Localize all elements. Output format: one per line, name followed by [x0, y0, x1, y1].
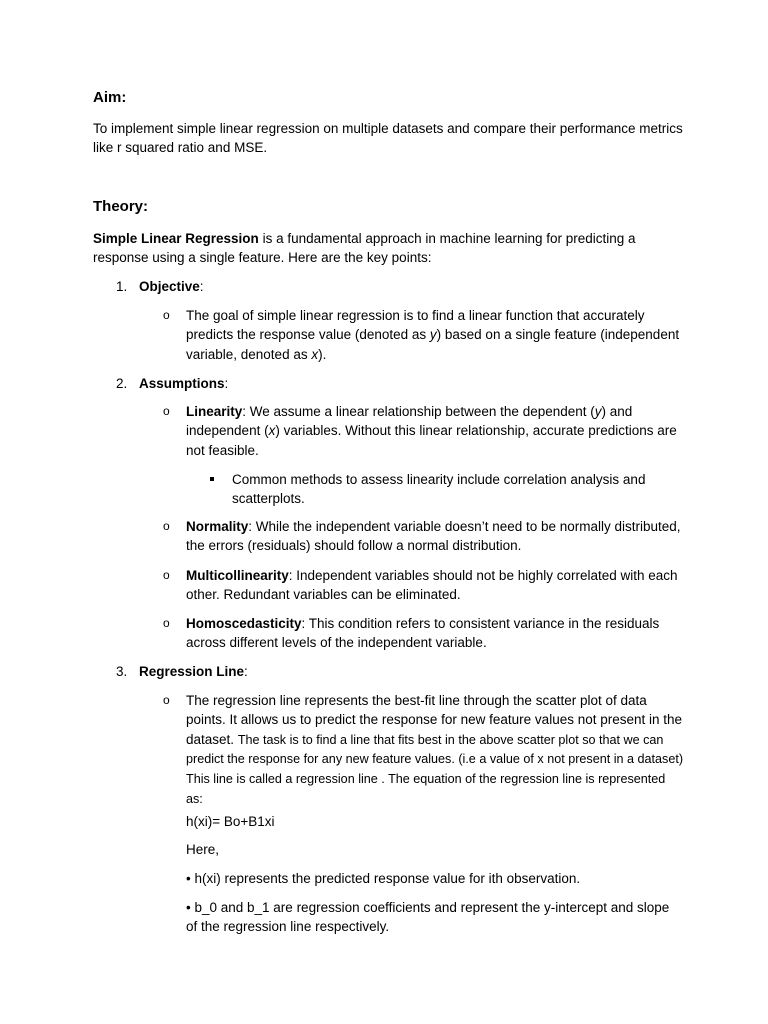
- item-number: 3.: [116, 664, 128, 679]
- normality-text: Normality: While the independent variable doesn’t need to be normally distributed, the errors (residuals) should follow a normal distribution.: [186, 519, 681, 554]
- point-coefficients: • b_0 and b_1 are regression coefficients and represent the y-intercept and slope of the regression line respectively.: [186, 900, 670, 935]
- multicollinearity-text: Multicollinearity: Independent variables should not be highly correlated with each other. Redundant variables can be eliminated.: [186, 568, 678, 603]
- bullet-marker: o: [163, 519, 170, 533]
- bullet-marker: o: [163, 308, 170, 322]
- bullet-marker: o: [163, 616, 170, 630]
- regression-line-text: The regression line represents the best-fit line through the scatter plot of data points. It allows us to predict the response for new feature values not present in the dataset. The task is to find a line that fits best in the above scatter plot so that we can predict the response for any new feature values. (i.e a value of x not present in a dataset) This line is called a regression line . The equation of the regression line is represented as:: [186, 693, 684, 806]
- intro-rest: is a fundamental approach in machine learning for predicting a response using a single feature. Here are the key points:: [93, 231, 636, 266]
- point-hxi: • h(xi) represents the predicted response value for ith observation.: [186, 871, 581, 886]
- item-title-regression-line: Regression Line:: [139, 664, 248, 679]
- regression-equation: h(xi)= Bo+B1xi: [186, 814, 275, 829]
- here-label: Here,: [186, 842, 220, 857]
- theory-intro: [93, 229, 683, 268]
- theory-heading: Theory:: [93, 198, 149, 215]
- regression-line-small-text: The task is to find a line that fits best in the above scatter plot so that we can predict the response for any new feature values. (i.e a value of x not present in a dataset) This line is called a regression line . The equation of the regression line is represented as:: [186, 732, 684, 806]
- homoscedasticity-text: Homoscedasticity: This condition refers to consistent variance in the residuals across different levels of the independent variable.: [186, 616, 660, 651]
- linearity-text: Linearity: We assume a linear relationship between the dependent (y) and independent (x) variables. Without this linear relationship, accurate predictions are not feasible.: [186, 404, 677, 458]
- intro-term: Simple Linear Regression: [93, 231, 259, 246]
- item-number: 1.: [116, 279, 128, 294]
- aim-text: To implement simple linear regression on multiple datasets and compare their performance metrics like r squared ratio and MSE.: [93, 121, 683, 156]
- objective-text: The goal of simple linear regression is to find a linear function that accurately predicts the response value (denoted as y) based on a single feature (independent variable, denoted as x).: [186, 308, 680, 362]
- item-title-objective: Objective:: [139, 279, 204, 294]
- bullet-marker: o: [163, 693, 170, 707]
- item-number: 2.: [116, 376, 128, 391]
- item-title-assumptions: Assumptions:: [139, 376, 229, 391]
- square-bullet-icon: [210, 477, 214, 481]
- aim-heading: Aim:: [93, 89, 127, 106]
- linearity-subpoint: Common methods to assess linearity include correlation analysis and scatterplots.: [232, 472, 646, 507]
- bullet-marker: o: [163, 568, 170, 582]
- bullet-marker: o: [163, 404, 170, 418]
